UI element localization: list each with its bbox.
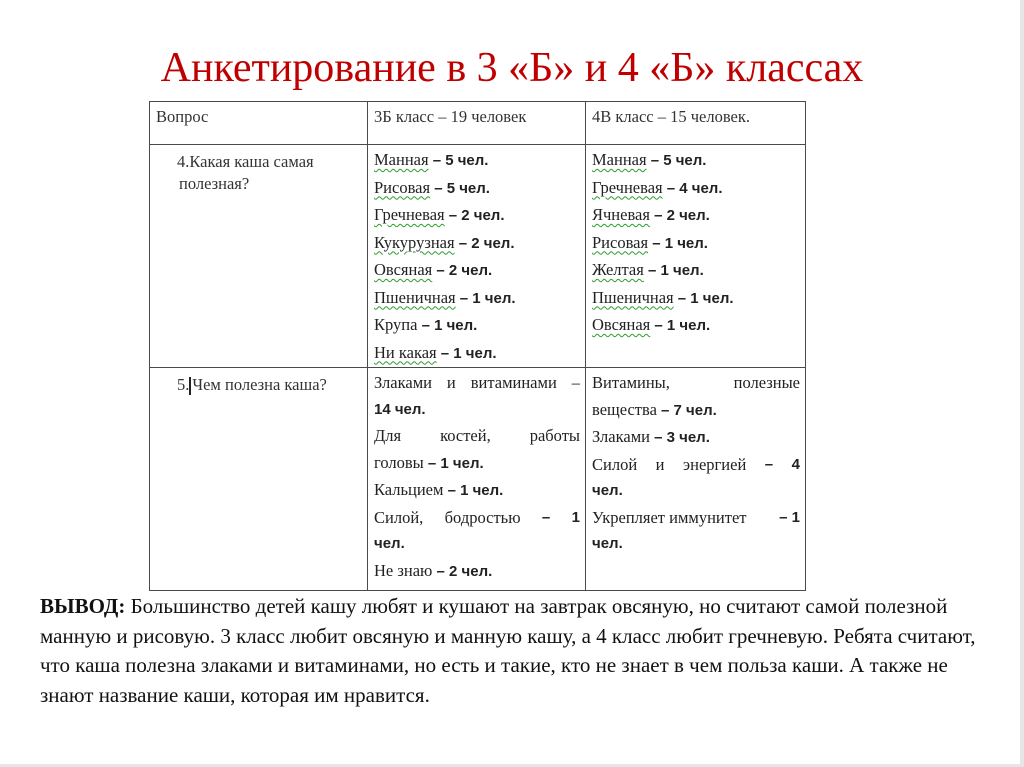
conclusion-label: ВЫВОД xyxy=(40,594,119,618)
list-item: Крупа – 1 чел. xyxy=(374,315,478,334)
list-item: чел. xyxy=(374,535,405,552)
table-row-q4 xyxy=(150,145,806,368)
list-item: Силой и энергией – 4 xyxy=(592,454,800,474)
cell-q5-class3 xyxy=(368,368,586,591)
cell-q5-question xyxy=(150,368,368,591)
list-item: Укрепляет иммунитет – 1 xyxy=(592,507,800,527)
list-item: чел. xyxy=(592,482,623,499)
list-item: чел. xyxy=(592,535,623,552)
cell-q4-question xyxy=(150,145,368,368)
conclusion-paragraph: ВЫВОД: Большинство детей кашу любят и кушают на завтрак овсяную, но считают самой полезной манную и рисовую. 3 класс любит овсяную и манную кашу, а 4 класс любит гречневую. Ребята считают, что каша полезна злаками и витаминами, но есть и такие, кто не знает в чем польза каши. А также не знают название каши, которая им нравится. xyxy=(40,594,976,707)
list-item: Манная – 5 чел. xyxy=(592,150,707,169)
list-item: Ни какая – 1 чел. xyxy=(374,342,497,362)
list-item: вещества – 7 чел. xyxy=(592,399,717,419)
header-class-4v: 4В класс – 15 человек. xyxy=(586,102,806,145)
header-question: Вопрос xyxy=(150,102,368,145)
list-item: Злаками – 3 чел. xyxy=(592,427,710,446)
list-item: Не знаю – 2 чел. xyxy=(374,560,493,580)
list-item: Кальцием – 1 чел. xyxy=(374,480,504,499)
list-item: Ячневая – 2 чел. xyxy=(592,205,710,224)
cell-q5-class4 xyxy=(586,368,806,591)
list-item: Пшеничная – 1 чел. xyxy=(374,287,516,307)
list-item: Для костей, работы xyxy=(374,426,580,445)
question-4-text: 4.Какая каша самая полезная? xyxy=(177,152,314,193)
list-item: Злаками и витаминами – xyxy=(374,373,580,392)
cell-q4-class3 xyxy=(368,145,586,368)
list-item: Витамины, полезные xyxy=(592,373,800,392)
slide-title: Анкетирование в 3 «Б» и 4 «Б» классах xyxy=(160,45,864,91)
conclusion-text: Большинство детей кашу любят и кушают на завтрак овсяную, но считают самой полезной манную и рисовую. 3 класс любит овсяную и манную кашу, а 4 класс любит гречневую. Ребята считают, что каша полезна злаками и витаминами, но есть и такие, кто не знает в чем польза каши. А также не знают название каши, которая им нравится. xyxy=(40,594,976,707)
list-item: Манная – 5 чел. xyxy=(374,150,489,169)
list-item: головы – 1 чел. xyxy=(374,452,484,472)
list-item: Рисовая – 1 чел. xyxy=(592,232,708,252)
question-5-text: 5. Чем полезна каша? xyxy=(177,375,327,394)
list-item: 14 чел. xyxy=(374,400,426,418)
survey-table xyxy=(149,101,806,591)
list-item: Овсяная – 2 чел. xyxy=(374,260,493,279)
list-item: Желтая – 1 чел. xyxy=(592,260,704,279)
list-item: Кукурузная – 2 чел. xyxy=(374,232,515,252)
cell-q4-class4 xyxy=(586,145,806,368)
list-item: Пшеничная – 1 чел. xyxy=(592,287,734,307)
table-header-row xyxy=(150,102,806,145)
list-item: Силой, бодростью – 1 xyxy=(374,507,580,527)
list-item: Гречневая – 4 чел. xyxy=(592,177,723,197)
list-item: Гречневая – 2 чел. xyxy=(374,205,505,224)
table-row-q5 xyxy=(150,368,806,591)
list-item: Рисовая – 5 чел. xyxy=(374,177,490,197)
list-item: Овсяная – 1 чел. xyxy=(592,315,711,334)
header-class-3b: 3Б класс – 19 человек xyxy=(368,102,586,145)
